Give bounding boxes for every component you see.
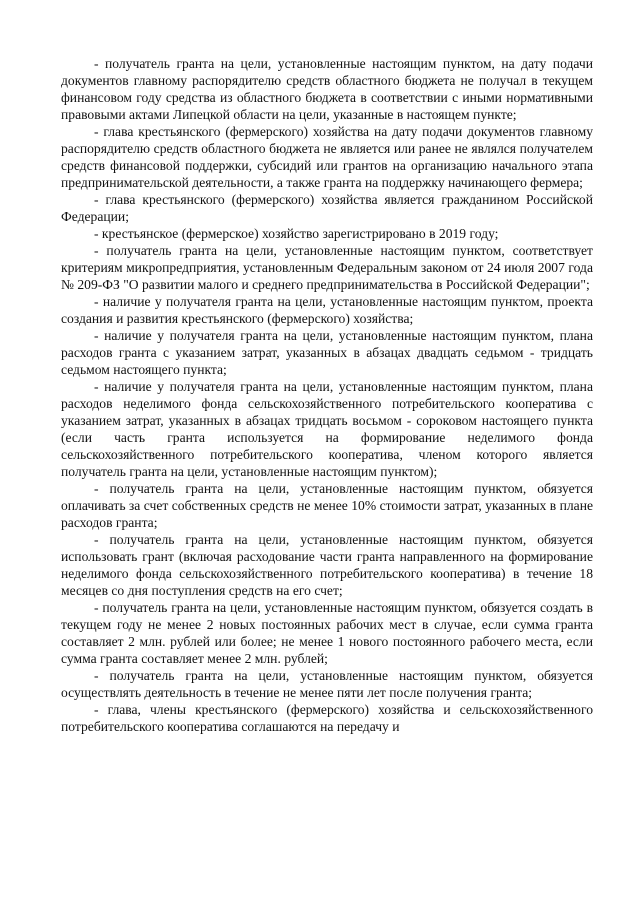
paragraph: - получатель гранта на цели, установленные настоящим пунктом, на дату подачи документов главному распорядителю средств областного бюджета не получал в текущем финансовом году средства из областного бюджета в соответствии с иными нормативными правовыми актами Липецкой области на цели, указанные в настоящем пункте; bbox=[61, 56, 593, 122]
paragraph: - наличие у получателя гранта на цели, установленные настоящим пунктом, плана расходов неделимого фонда сельскохозяйственного потребительского кооператива с указанием затрат, указанных в абзацах тридцать восьмом - сороковом настоящего пункта (если часть гранта используется на формирование неделимого фонда сельскохозяйственного потребительского кооператива, членом которого является получатель гранта на цели, установленные настоящим пунктом); bbox=[61, 379, 593, 479]
paragraph: - глава крестьянского (фермерского) хозяйства является гражданином Российской Федерации; bbox=[61, 192, 593, 224]
paragraph: - наличие у получателя гранта на цели, установленные настоящим пунктом, проекта создания и развития крестьянского (фермерского) хозяйства; bbox=[61, 294, 593, 326]
document-page bbox=[61, 55, 593, 735]
paragraph: - получатель гранта на цели, установленные настоящим пунктом, соответствует критериям микропредприятия, установленным Федеральным законом от 24 июля 2007 года № 209-ФЗ "О развитии малого и среднего предпринимательства в Российской Федерации"; bbox=[61, 243, 593, 292]
paragraph: - получатель гранта на цели, установленные настоящим пунктом, обязуется создать в текущем году не менее 2 новых постоянных рабочих мест в случае, если сумма гранта составляет 2 млн. рублей или более; не менее 1 нового постоянного рабочего места, если сумма гранта составляет менее 2 млн. рублей; bbox=[61, 600, 593, 666]
paragraph: - глава, члены крестьянского (фермерского) хозяйства и сельскохозяйственного потребительского кооператива соглашаются на передачу и bbox=[61, 702, 593, 734]
paragraph: - крестьянское (фермерское) хозяйство зарегистрировано в 2019 году; bbox=[94, 226, 499, 241]
paragraph: - получатель гранта на цели, установленные настоящим пунктом, обязуется использовать грант (включая расходование части гранта направленного на формирование неделимого фонда сельскохозяйственного потребительского кооператива) в течение 18 месяцев со дня поступления средств на его счет; bbox=[61, 532, 593, 598]
paragraph: - получатель гранта на цели, установленные настоящим пунктом, обязуется осуществлять деятельность в течение не менее пяти лет после получения гранта; bbox=[61, 668, 593, 700]
paragraph: - наличие у получателя гранта на цели, установленные настоящим пунктом, плана расходов гранта с указанием затрат, указанных в абзацах двадцать седьмом - тридцать седьмом настоящего пункта; bbox=[61, 328, 593, 377]
paragraph: - получатель гранта на цели, установленные настоящим пунктом, обязуется оплачивать за счет собственных средств не менее 10% стоимости затрат, указанных в плане расходов гранта; bbox=[61, 481, 593, 530]
paragraph: - глава крестьянского (фермерского) хозяйства на дату подачи документов главному распорядителю средств областного бюджета не является или ранее не являлся получателем средств финансовой поддержки, субсидий или грантов на организацию начального этапа предпринимательской деятельности, а также гранта на поддержку начинающего фермера; bbox=[61, 124, 593, 190]
